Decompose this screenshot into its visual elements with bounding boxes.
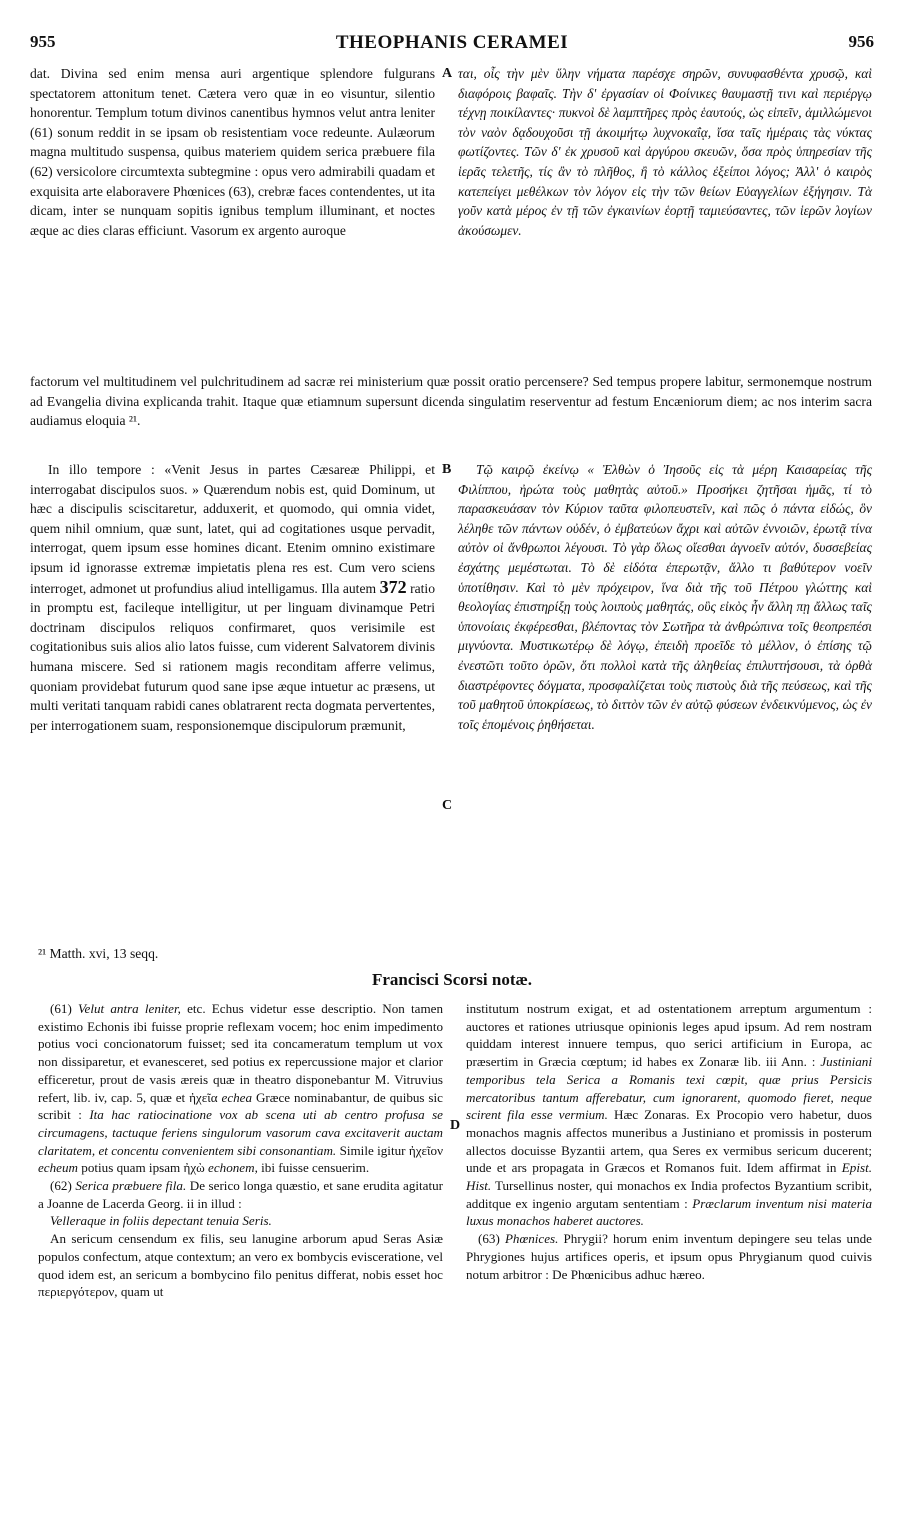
note-61-text-a: etc. Echus videtur esse descriptio. Non tamen existimo Echonis ibi fuisse proprie reflexam vocem; hoc enim impedimento potius voci concionatorum fuisset; sed ita concameratum templum ut vox non dissiparetur, et evanesceret, sed potius ex repercussione major et clarior efficeretur, prout de vasis æreis quæ in theatro disponebantur M. Vitruvius refert, lib. iv, cap. 5, quæ et ἠχεῖα (38, 1001, 443, 1105)
note-61-text-g: echonem, (208, 1160, 258, 1176)
note-63-text: Phrygii? horum enim inventum depingere seu telas unde Phrygiones hujus artifices operis, et ipsum opus Phrygianum quod cuivis notum arbitror : De Phœnicibus adhuc hæreo. (466, 1231, 872, 1282)
greek-text-block-2: Τῷ καιρῷ ἐκείνῳ « Ἐλθὼν ὁ Ἰησοῦς εἰς τὰ μέρη Καισαρείας τῆς Φιλίππου, ἠρώτα τοὺς μαθητὰς αὐτοῦ.» Προσήκει ζητῆσαι ἡμᾶς, τί τὸ παρασκευάσαν τὸν Κύριον ταῦτα φιλοπευστεῖν, καὶ πῶς ὁ πάντα εἰδώς, ὃν λέληθε τῶν πάντων οὐδέν, ὁ ἐμβατεύων ἄχρι καὶ αὐτῶν ἐννοιῶν, ἐρωτᾷ τίνα αὐτὸν οἱ ἄνθρωποι λέγουσι. Τὸ γὰρ ὅλως οἴεσθαι ἀγνοεῖν αὐτόν, δυσσεβείας ἐσχάτης μεμέστωται. Τὸ δὲ εἰδότα ἐπερωτᾷν, ἄλλο τι βαθύτερον νοεῖν ὑποτίθησιν. Καὶ τὸ μὲν πρόχειρον, ἵνα διὰ τῆς τοῦ Πέτρου γλώττης καὶ θεολογίας ἐπιστηρίξῃ τοὺς λοιποὺς μαθητάς, οὓς εἰκὸς ἦν ἄλλη πῃ ἄλλως ταῖς ὑπονοίαις ἐκφέρεσθαι, βλέποντας τὸν Σωτῆρα τὰ ἀνθρώπινα τοῖς θεοπρεπέσι μιγνύοντα. Μυστικωτέρῳ δὲ λόγῳ, ἐπειδὴ προεῖδε τὸ μέλλον, ὁ ἐπίσης τῷ ἐνεστῶτι τοῦτο ὁρῶν, ὅτι πολλοὶ κατὰ τῆς ἀληθείας ἐπιλυττήσουσι, τὰ ὀρθὰ διαστρέφοντες δόγματα, προσφαλίζεται τοὺς πιστοὺς διὰ τῆς πεύσεως, καὶ τῆς τοῦ μαθητοῦ ὑποκρίσεως, τὸ διττὸν τῶν ἐν αὐτῷ φύσεων ἐνδεικνύμενος, ὡς ἐν τοῖς ἑπομένοις ῥηθήσεται. (458, 462, 872, 732)
notes-left-column (38, 1000, 443, 1301)
note-62-right-epist: Epist. Hist. (466, 1160, 872, 1194)
note-61-text-d: Simile igitur ἠχεῖον (339, 1142, 443, 1158)
note-61-text-c: Græce nominabantur, de quibus sic scribit : (38, 1089, 443, 1123)
note-62-right (466, 1000, 872, 1230)
note-61-text-h: ibi fuisse censuerim. (261, 1160, 370, 1176)
note-62-lemma: Serica præbuere fila. (75, 1178, 187, 1194)
note-61-quote: Ita hac ratiocinatione vox ab scena uti ab centro profusa se circumagens, tactuque feriens singulorum vasorum cava excitaverit auctam claritatem, et concentu convenientem sibi consonantiam. (38, 1107, 443, 1158)
margin-marker-a: A (442, 66, 453, 81)
column-page-number: 372 (379, 576, 407, 597)
notes-title: Francisci Scorsi notæ. (371, 970, 533, 989)
note-62-right-quote: Justiniani temporibus tela Serica a Romanis texi cœpit, quæ prius Persicis mercatoribus tantum afferebatur, cum ignorarent, quomodo fieret, neque scirent fila esse vermium. (466, 1054, 872, 1123)
note-63 (466, 1230, 872, 1283)
greek-text-block-1: ται, οἷς τὴν μὲν ὕλην νήματα παρέσχε σηρῶν, συνυφασθέντα χρυσῷ, καὶ διαφόροις βαφαῖς. Τὴν δ' ἐργασίαν οἱ Φοίνικες θαυμαστῇ τινι καὶ περιέργῳ τέχνῃ ποικίλαντες· πυκνοὶ δὲ λαμπτῆρες πρὸς ἑαυτούς, ὡς εἰπεῖν, ἁμιλλώμενοι τὸν ναὸν δᾳδουχοῦσι τῇ ἀκοιμήτῳ λυχνοκαΐᾳ, ἴσα ταῖς ἡμέραις τὰς νύκτας φωτίζοντες. Τῶν δ' ἐκ χρυσοῦ καὶ ἀργύρου σκευῶν, ὅσα πρὸς ὑπηρεσίαν τῆς ἱερᾶς τελετῆς, τίς ἂν τὸ πλῆθος, ἢ τὸ κάλλος ἐξείποι λόγος; Ἀλλ' ὁ καιρὸς κατεπείγει μεθέλκων τὸν λόγον εἰς τὴν τῶν θείων Εὐαγγελίων ἐξήγησιν. Τὰ γοῦν κατὰ μέρος ἐν τῇ τῶν ἐγκαινίων ἑορτῇ ταμιεύσαντες, τῶν ἱερῶν λογίων ἀκούσωμεν. (458, 66, 872, 238)
note-62-right-b: Hæc Zonaras. Ex Procopio vero habetur, duos monachos magnis affectos muneribus a Justiniano et promissis in posterum allectos docuisse Byzantii artem, qua Seres ex vermibus sericum ducerent; unde et ars propagata in Græcos et Romanos fuit. Idem affirmat in (466, 1107, 872, 1176)
latin-text-full-width: factorum vel multitudinem vel pulchritudinem ad sacræ rei ministerium quæ possit oratio percensere? Sed tempus propere labitur, sermonemque nostrum ad Evangelia divina explicanda trahit. Itaque quæ etiamnum supersunt dicenda singulatim reserventur ad festum Encæniorum diem; ac nos interim sacra audiamus eloquia ²¹. (30, 374, 872, 429)
note-61-text-b: echea (221, 1089, 253, 1105)
note-62-verse (38, 1212, 443, 1230)
running-title: THEOPHANIS CERAMEI (335, 32, 569, 53)
note-61-text-f: potius quam ipsam ἠχὼ (81, 1160, 205, 1176)
note-62-right-a: institutum nostrum exigat, et ad ostentationem arreptum argumentum : auctores et rationes utriusque opinionis leges apud ipsum. Ad rem nostram quiddam interest innuere tempus, quo serici artificium in Europa, ac præsertim in Græcia cœptum; id habes ex Zonaræ lib. iii Ann. : (466, 1001, 872, 1070)
note-61-number: (61) (50, 1001, 72, 1016)
note-62-text-a: De serico longa quæstio, et sane erudita agitatur a Joanne de Lacerda Georg. ii in illud : (38, 1178, 443, 1211)
note-62-number: (62) (50, 1178, 72, 1194)
note-61 (38, 1000, 443, 1177)
note-62-continued (38, 1230, 443, 1301)
note-62 (38, 1177, 443, 1212)
note-63-number: (63) (478, 1231, 500, 1247)
margin-marker-d: D (450, 1118, 461, 1133)
margin-marker-c: C (442, 798, 453, 813)
note-62-text-b: An sericum censendum ex filis, seu lanugine arborum apud Seras Asiæ populos confectum, atque contextum; an vero ex bombycis evisceratione, vel quod idem est, an sericum a bombycino filo penitus differat, nobis esset hoc περιεργότερον, quam ut (38, 1231, 443, 1300)
note-61-lemma: Velut antra leniter, (78, 1001, 181, 1016)
page-number-left: 955 (30, 32, 56, 51)
notes-right-column (466, 1000, 872, 1283)
note-61-text-e: echeum (38, 1160, 78, 1176)
footnote: ²¹ Matth. xvi, 13 seqq. (38, 946, 159, 961)
latin-text-2a: In illo tempore : «Venit Jesus in partes Cæsareæ Philippi, et interrogabat discipulos suos. » Quærendum nobis est, quid Dominum, ut hæc a discipulis sciscitaretur, adduxerit, et quomodo, qui omnia videt, quem nihil omnium, quæ sunt, latet, qui ad cogitationes usque pervadit, interrogat, quem ipsum esse homines dicant. Etenim omnino existimare ipsum id ignorasse extremæ impietatis plena res est. Cum vero sciens interroget, admonet ut profundius aliud intelligamus. Illa autem (30, 462, 435, 596)
note-62-verse-text: Velleraque in foliis depectant tenuia Seris. (50, 1213, 272, 1229)
note-63-lemma: Phœnices. (504, 1231, 559, 1247)
note-62-right-quote2: Præclarum inventum nisi materia luxus monachos haberet auctores. (466, 1195, 872, 1229)
note-62-right-c: Tursellinus noster, qui monachos ex India profectos Byzantium scribit, additque ex ingenio argutam sententiam : (466, 1178, 872, 1211)
page-number-right: 956 (848, 32, 874, 51)
page-header (30, 32, 874, 56)
latin-text-block-1: dat. Divina sed enim mensa auri argentique splendore fulgurans spectatorem attonitum tenet. Cætera vero quæ in eo visuntur, silentio honorentur. Templum totum divinos canentibus hymnos velut antra leniter (61) sonum reddit in se ipsam ob resistentiam voce redeunte. Aulæorum magna multitudo suspensa, quibus materiem quidem serica præbuere fila (62) versicolore circumtexta subtegmine : opus vero admirabili quadam et exquisita arte elaboravere Phœnices (63), crebræ faces contendentes, ut ita dicam, inter se nunquam sopitis ignibus templum illuminant, et noctes æque ac dies claras efficiunt. Vasorum ex argento auroque (30, 66, 435, 238)
latin-text-block-2 (30, 460, 435, 735)
margin-marker-b: B (442, 462, 452, 477)
latin-text-2b: ratio in promptu est, facileque intelligitur, ut per linguam divinamque Petri doctrinam discipulos reliquos confirmaret, quos verisimile est cogitationibus suis alios alio latos fuisse, cum viderent Salvatorem divinis humana miscere. Sed si rationem magis reconditam afferre velimus, quoniam providebat futurum quod sane ipse æque intuetur ac præsens, ut multi veritati tanquam rabidi canes oblatrarent recta dogmata pervertentes, per interrogationem suam, responsionemque discipulorum præmunit, (30, 580, 435, 733)
